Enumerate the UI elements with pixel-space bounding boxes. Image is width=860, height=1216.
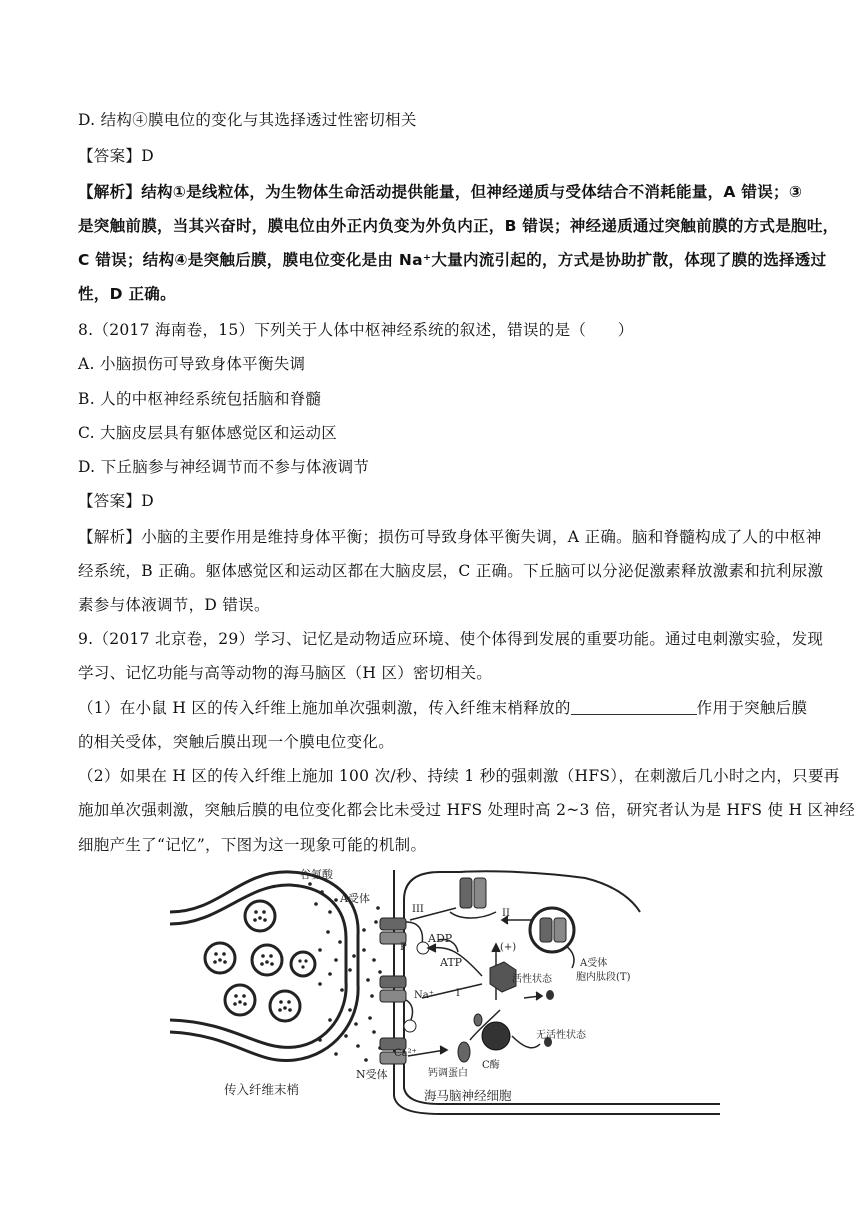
q8-analysis-line-2: 经系统，B 正确。躯体感觉区和运动区都在大脑皮层，C 正确。下丘脑可以分泌促激素释放激素和抗利尿激 [78, 562, 824, 580]
label-active-state: 活性状态 [512, 974, 552, 985]
a-receptor-inserting [450, 878, 496, 918]
phosphate-middle [404, 1020, 416, 1032]
calmodulin-bound [474, 1014, 482, 1026]
q8-stem: 8.（2017 海南卷，15）下列关于人体中枢神经系统的叙述，错误的是（ ） [78, 321, 634, 339]
q8-option-c: C. 大脑皮层具有躯体感觉区和运动区 [78, 424, 338, 442]
q9-part1-text-b: 作用于突触后膜 [696, 699, 808, 717]
label-plus: (+) [500, 942, 517, 953]
synapse-mechanism-figure [160, 860, 720, 1122]
label-afferent-terminal: 传入纤维末梢 [224, 1082, 300, 1097]
q8-option-b: B. 人的中枢神经系统包括脑和脊髓 [78, 390, 322, 408]
q8-option-d: D. 下丘脑参与神经调节而不参与体液调节 [78, 458, 370, 476]
receptor-vesicle [530, 908, 574, 968]
calmodulin-shape [458, 1042, 470, 1062]
label-c-enzyme: C酶 [482, 1060, 500, 1071]
glutamate-molecules [308, 882, 388, 1062]
label-a-receptor-right: A受体 [580, 958, 608, 969]
label-ca: Ca²⁺ [394, 1048, 417, 1059]
q9-stem-line-1: 9.（2017 北京卷，29）学习、记忆是动物适应环境、使个体得到发展的重要功能。通过电刺激实验，发现 [78, 630, 824, 648]
q7-answer: 【答案】D [78, 147, 154, 165]
q9-part1-line-2: 的相关受体，突触后膜出现一个膜电位变化。 [78, 733, 395, 751]
q9-part1-line-1 [78, 698, 807, 718]
q8-option-a: A. 小脑损伤可导致身体平衡失调 [78, 355, 306, 373]
q9-part2-line-2: 施加单次强刺激，突触后膜的电位变化都会比未受过 HFS 处理时高 2~3 倍，研究者认为是 HFS 使 H 区神经 [78, 801, 856, 819]
a-receptor-middle [380, 976, 413, 1022]
product-1 [546, 990, 554, 1000]
answer-blank[interactable] [571, 700, 697, 715]
synaptic-vesicles [205, 901, 315, 1021]
c-enzyme-inactive [482, 1022, 510, 1050]
label-na: Na⁺ [414, 990, 434, 1001]
q9-stem-line-2: 学习、记忆功能与高等动物的海马脑区（H 区）密切相关。 [78, 664, 493, 682]
label-phosphate: P [400, 942, 407, 953]
label-hippocampal-neuron: 海马脑神经细胞 [424, 1088, 512, 1103]
q9-part2-line-3: 细胞产生了“记忆”，下图为这一现象可能的机制。 [78, 836, 427, 854]
q8-answer: 【答案】D [78, 492, 154, 510]
a-receptor-top [380, 918, 422, 944]
q9-part1-text-a: （1）在小鼠 H 区的传入纤维上施加单次强刺激，传入纤维末梢释放的 [78, 699, 571, 717]
label-calmodulin: 钙调蛋白 [428, 1068, 468, 1079]
label-a-receptor: A受体 [340, 892, 370, 905]
q7-analysis-line-2: 是突触前膜，当其兴奋时，膜电位由外正内负变为外负内正，B 错误；神经递质通过突触前膜的方式是胞吐， [78, 217, 839, 235]
label-inactive-state: 无活性状态 [536, 1030, 586, 1041]
label-glutamate: 谷氨酸 [300, 868, 333, 881]
q9-part2-line-1: （2）如果在 H 区的传入纤维上施加 100 次/秒、持续 1 秒的强刺激（HFS），在刺激后几小时之内，只要再 [78, 767, 840, 785]
postsynaptic-membrane-inner [404, 871, 640, 912]
q8-analysis-line-1: 【解析】小脑的主要作用是维持身体平衡；损伤可导致身体平衡失调，A 正确。脑和脊髓构成了人的中枢神 [78, 528, 822, 546]
label-atp: ATP [440, 956, 463, 969]
label-intracellular-peptide: 胞内肽段(T) [576, 972, 631, 983]
q7-analysis-line-3: C 错误；结构④是突触后膜，膜电位变化是由 Na⁺大量内流引起的，方式是协助扩散，体现了膜的选择透过 [78, 251, 827, 269]
q7-analysis-line-4: 性，D 正确。 [78, 285, 176, 303]
label-roman-3: III [412, 904, 424, 915]
label-roman-1: I [456, 988, 460, 999]
q7-option-d: D. 结构④膜电位的变化与其选择透过性密切相关 [78, 111, 417, 129]
label-n-receptor: N受体 [356, 1068, 388, 1081]
label-adp: ADP [428, 932, 453, 945]
q7-analysis-line-1: 【解析】结构①是线粒体，为生物体生命活动提供能量，但神经递质与受体结合不消耗能量，A 错误；③ [78, 183, 803, 201]
q8-analysis-line-3: 素参与体液调节，D 错误。 [78, 596, 270, 614]
label-roman-2: II [502, 908, 510, 919]
